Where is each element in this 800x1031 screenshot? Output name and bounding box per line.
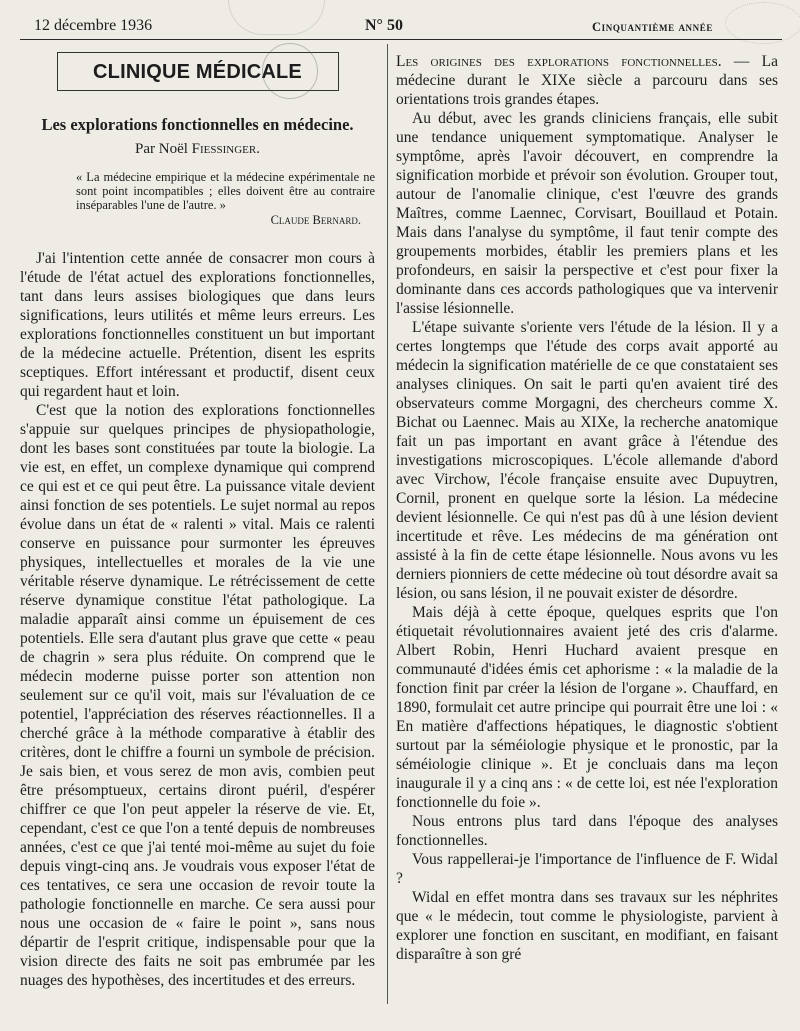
round-stamp — [262, 43, 318, 99]
body-paragraph: C'est que la notion des explorations fonctionnelles s'appuie sur quelques principes de physiopathologie, dont les bases sont constituées par toute la biologie. La vie est, en effet, un complexe dynamique qui comprend ce qui est et ce qui peut être. La puissance vitale devient ainsi fonction de ses potentiels. Le sujet normal au repos évolue dans un état de « ralenti » vital. Mais ce ralenti conserve en puissance pour surmonter les épreuves physiques, intellectuelles et morales de la vie une véritable réserve dynamique. Le rétrécissement de cette réserve dynamique constitue l'état pathologique. La maladie apparaît ainsi comme un épuisement de ces potentiels. Elle sera d'autant plus grave que cette « peau de chagrin » sera plus réduite. On comprend que le médecin moderne puisse porter son attention non seulement sur ce qu'il voit, mais sur l'évaluation de ce potentiel, l'appréciation des réserves réactionnelles. Il a cherché grâce à la méthode comparative à établir des critères, dont le chiffre a fourni un symbole de précision. Je sais bien, et vous serez de mon avis, combien peut être présomptueux, certains diront puéril, d'espérer chiffrer ce que l'on peut appeler la réserve de vie. Et, cependant, c'est ce que l'on a tenté depuis de nombreuses années, c'est ce que j'ai tenté moi-même au sujet du foie depuis vingt-cinq ans. Je voudrais vous exposer l'état de ces tentatives, ce sera une occasion de revoir toute la pathologie fonctionnelle en marche. Ce sera aussi pour nous une occasion de « faire le point », sans nous départir de l'esprit critique, indispensable pour que la vision directe des faits ne soit pas embrumée par les nuages des hypothèses, des incertitudes et des erreurs. — [20, 402, 375, 989]
issue-date: 12 décembre 1936 — [34, 17, 153, 34]
right-column — [396, 52, 778, 964]
byline — [20, 141, 375, 158]
page-header — [0, 0, 800, 44]
body-paragraph: Nous entrons plus tard dans l'époque des analyses fonctionnelles. — [396, 813, 778, 849]
subsection-heading: Les origines des explorations fonctionnelles. — [396, 53, 722, 70]
subsection-paragraph — [396, 52, 778, 109]
byline-author: Fiessinger. — [191, 141, 260, 157]
header-rule — [20, 39, 782, 40]
left-column — [20, 52, 375, 990]
subsection-lead: — La médecine durant le XIXe siècle a parcouru dans ses orientations trois grandes étapes. — [396, 53, 778, 108]
section-heading-box — [57, 52, 339, 91]
body-paragraph: Widal en effet montra dans ses travaux sur les néphrites que « le médecin, tout comme le physiologiste, parvient à explorer une fonction en suscitant, en modifiant, en faisant disparaître à son gré — [396, 889, 778, 963]
corner-stamp — [725, 2, 800, 44]
year-label: Cinquantième année — [592, 20, 713, 34]
byline-prefix: Par Noël — [135, 141, 188, 157]
library-stamp — [228, 0, 325, 35]
section-title: CLINIQUE MÉDICALE — [93, 61, 302, 83]
body-paragraph: L'étape suivante s'oriente vers l'étude de la lésion. Il y a certes longtemps que l'étude des corps avait apporté au médecin la signification matérielle de ce que constataient ses analyses cliniques. On sait le parti qu'en avaient tiré des observateurs comme Morgagni, des chercheurs comme X. Bichat ou Laennec. Mais au XIXe, la recherche anatomique fait un pas important en avant grâce à l'étendue des investigations microscopiques. L'école allemande d'abord avec Virchow, l'école française ensuite avec Dupuytren, Cornil, pronent en quelque sorte la lésion. La médecine devient lésionnelle. Ce qui n'est pas dû à une lésion devient incertitude et rêve. Les médecins de ma génération ont assisté à la fin de cette étape lésionnelle. Nous avons vu les derniers pionniers de cette médecine où tout désordre avait sa lésion, ou sans lésion, il ne pouvait exister de désordre. — [396, 319, 778, 602]
body-paragraph: J'ai l'intention cette année de consacrer mon cours à l'étude de l'état actuel des explorations fonctionnelles, tant dans leurs assises biologiques que dans leurs significations, leurs utilités et même leurs erreurs. Les explorations fonctionnelles constituent un but important de la médecine actuelle. Prétention, disent les esprits sceptiques. Effort intéressant et productif, disent ceux qui regardent haut et loin. — [20, 250, 375, 400]
issue-number: N° 50 — [365, 17, 403, 34]
column-divider — [387, 44, 388, 1004]
article-title: Les explorations fonctionnelles en médecine. — [41, 115, 354, 134]
epigraph-quote: « La médecine empirique et la médecine expérimentale ne sont point incompatibles ; elles doivent être au contraire inséparables l'une de l'autre. » — [76, 170, 375, 212]
body-paragraph: Au début, avec les grands cliniciens français, elle subit une tendance uniquement symptomatique. Analyser le symptôme, après l'avoir découvert, en comprendre la signification morbide et prévoir son évolution. Grouper tout, autour de l'anomalie clinique, c'est l'œuvre des grands Maîtres, comme Laennec, Corvisart, Bouillaud et Potain. Mais dans l'analyse du symptôme, il faut tenir compte des groupements morbides, établir les premiers plans et les profondeurs, en saisir la perspective et c'est pour fixer la dominante dans ces accords pathologiques que va intervenir l'assise lésionnelle. — [396, 110, 778, 317]
body-paragraph: Vous rappellerai-je l'importance de l'influence de F. Widal ? — [396, 851, 778, 887]
epigraph-author: Claude Bernard. — [270, 213, 361, 227]
body-paragraph: Mais déjà à cette époque, quelques esprits que l'on étiquetait révolutionnaires avaient jeté des cris d'alarme. Albert Robin, Henri Huchard avaient presque en communauté d'idées émis cet aphorisme : « la maladie de la fonction finit par créer la lésion de l'organe ». Chauffard, en 1890, formulait cet autre principe qui pourrait être une loi : « En matière d'affections hépatiques, le diagnostic s'obtient surtout par la séméiologie physique et le pronostic, par la séméiologie clinique ». Et je concluais dans ma leçon inaugurale il y a cinq ans : « de cette loi, est née l'exploration fonctionnelle du foie ». — [396, 604, 778, 811]
